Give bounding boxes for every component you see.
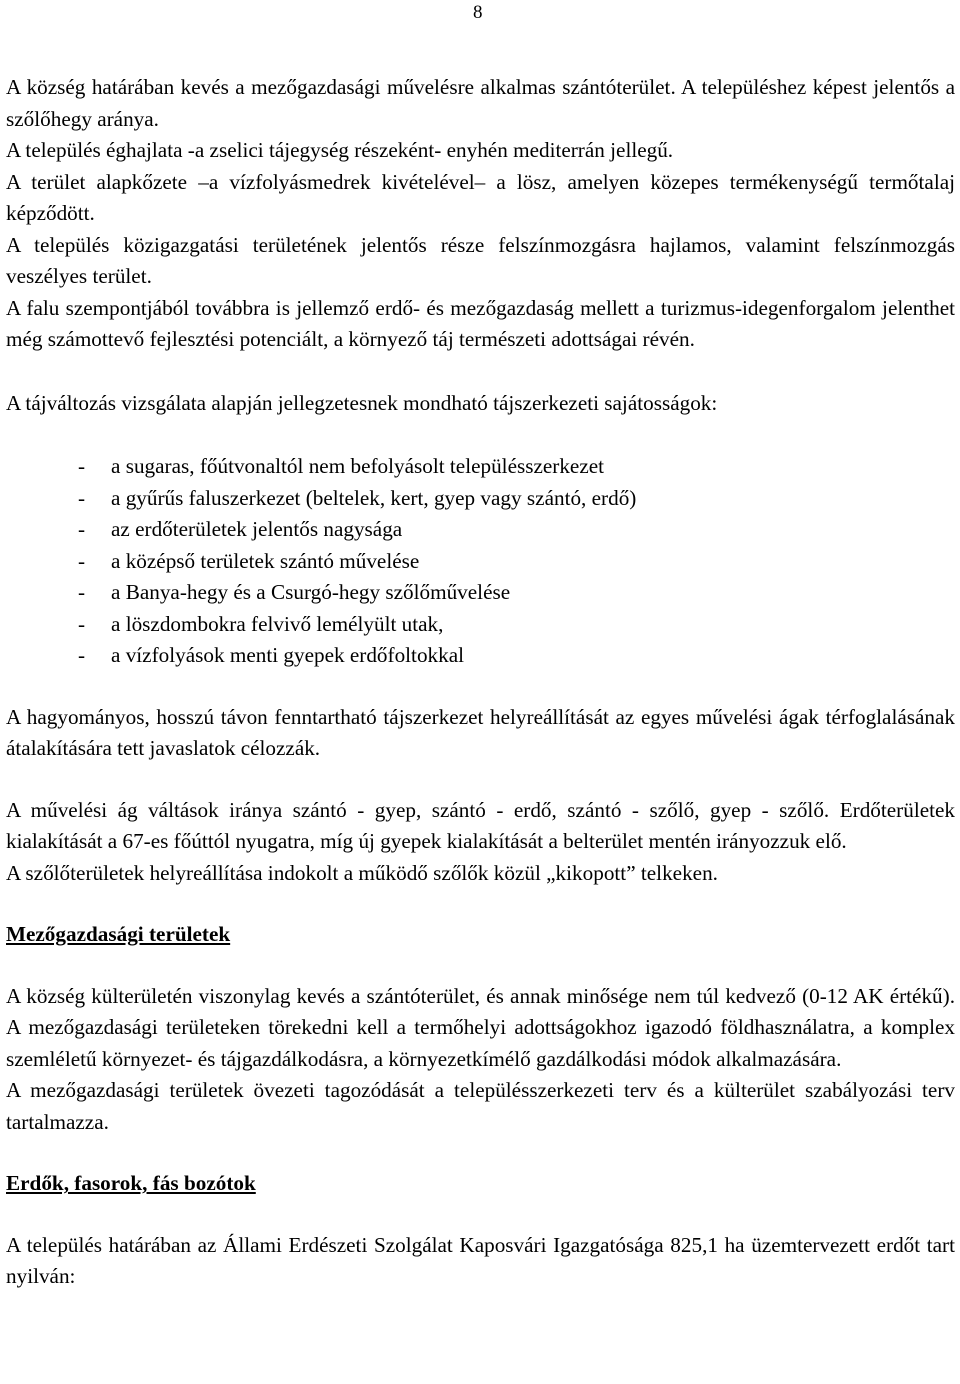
list-item: - a sugaras, főútvonaltól nem befolyásolt településszerkezet <box>6 451 955 483</box>
intro-paragraph: A település éghajlata -a zselici tájegység részeként- enyhén mediterrán jellegű. <box>6 138 674 162</box>
list-item: - a vízfolyások menti gyepek erdőfoltokkal <box>6 640 955 672</box>
cultivation-paragraph: A művelési ág váltások iránya szántó - gyep, szántó - erdő, szántó - szőlő, gyep - szőlő. Erdőterületek kialakítását a 67-es főúttól nyugatra, míg új gyepek kialakítását a belterület mentén irányozzuk elő. <box>6 797 955 853</box>
agri-paragraph: A község külterületén viszonylag kevés a szántóterület, és annak minősége nem túl kedvező (0-12 AK értékű). A mezőgazdasági területeken törekedni kell a termőhelyi adottságokhoz igazodó földhasználatra, a komplex szemléletű környezet- és tájgazdálkodásra, a környezetkímélő gazdálkodási módok alkalmazására. <box>6 983 955 1071</box>
landscape-intro: A tájváltozás vizsgálata alapján jellegzetesnek mondható tájszerkezeti sajátosságok: <box>6 390 718 415</box>
intro-paragraph: A terület alapkőzete –a vízfolyásmedrek kivételével– a lösz, amelyen közepes termékenységű termőtalaj képződött. <box>6 169 955 225</box>
restoration-paragraph: A hagyományos, hosszú távon fenntartható tájszerkezet helyreállítását az egyes művelési ágak térfoglalásának átalakítására tett javaslatok célozzák. <box>6 704 955 760</box>
list-item: - az erdőterületek jelentős nagysága <box>6 514 955 546</box>
landscape-feature-list <box>6 451 955 672</box>
document-body <box>6 72 955 1293</box>
forest-paragraph: A település határában az Állami Erdészeti Szolgálat Kaposvári Igazgatósága 825,1 ha üzemtervezett erdőt tart nyilván: <box>6 1232 955 1288</box>
agri-paragraph: A mezőgazdasági területek övezeti tagozódását a településszerkezeti terv és a külterület szabályozási terv tartalmazza. <box>6 1078 955 1134</box>
section-heading-forest: Erdők, fasorok, fás bozótok <box>6 1171 256 1195</box>
intro-paragraph: A falu szempontjából továbbra is jellemző erdő- és mezőgazdaság mellett a turizmus-idegenforgalom jelenthet még számottevő fejlesztési potenciált, a környező táj természeti adottságai révén. <box>6 295 955 351</box>
cultivation-paragraph: A szőlőterületek helyreállítása indokolt a működő szőlők közül „kikopott” telkeken. <box>6 860 718 885</box>
list-item: - a löszdombokra felvivő lemélyült utak, <box>6 609 955 641</box>
intro-paragraph: A település közigazgatási területének jelentős része felszínmozgásra hajlamos, valamint felszínmozgás veszélyes terület. <box>6 232 955 288</box>
list-item: - a gyűrűs faluszerkezet (beltelek, kert, gyep vagy szántó, erdő) <box>6 483 955 515</box>
section-heading-agri: Mezőgazdasági területek <box>6 922 231 946</box>
list-item: - a Banya-hegy és a Csurgó-hegy szőlőművelése <box>6 577 955 609</box>
list-item: - a középső területek szántó művelése <box>6 546 955 578</box>
intro-paragraph: A község határában kevés a mezőgazdasági művelésre alkalmas szántóterület. A településhez képest jelentős a szőlőhegy aránya. <box>6 75 955 131</box>
page-number: 8 <box>473 2 483 23</box>
